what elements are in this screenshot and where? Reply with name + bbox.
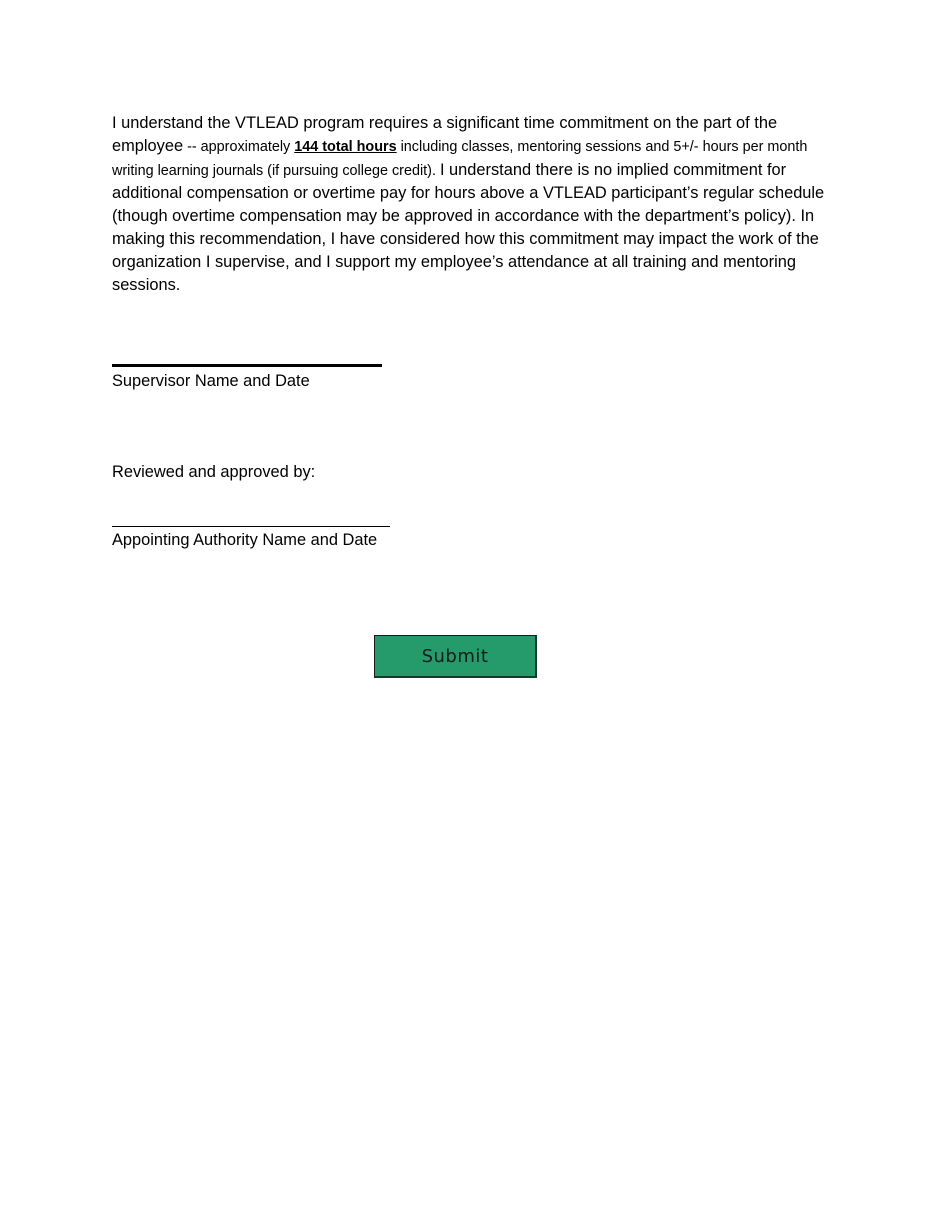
appointing-authority-signature-label: Appointing Authority Name and Date — [112, 531, 378, 549]
submit-button[interactable]: Submit — [374, 635, 537, 678]
appointing-authority-signature-line — [112, 526, 390, 527]
supervisor-signature-line — [112, 364, 382, 367]
statement-part-4: I understand there is no implied commitment for additional compensation or overtime pay for hours above a VTLEAD participant’s regular schedule (though overtime compensation may be approved in accordance with the department’s policy). In making this recommendation, I have considered how this commitment may impact the work of the organization I supervise, and I support my employee’s attendance at all training and mentoring sessions. — [112, 160, 825, 294]
review-heading: Reviewed and approved by: — [112, 463, 316, 481]
statement-part-3: including classes, mentoring sessions and 5+/- hours per month writing learning journals (if pursuing college credit). — [112, 138, 808, 179]
total-hours-emphasis: 144 total hours — [294, 138, 397, 155]
supervisor-signature-label: Supervisor Name and Date — [112, 372, 310, 390]
statement-part-1: I understand the VTLEAD program requires a significant time commitment on the part of the employee — [112, 114, 778, 155]
statement-part-2: -- approximately — [183, 138, 295, 155]
commitment-statement — [112, 112, 840, 296]
